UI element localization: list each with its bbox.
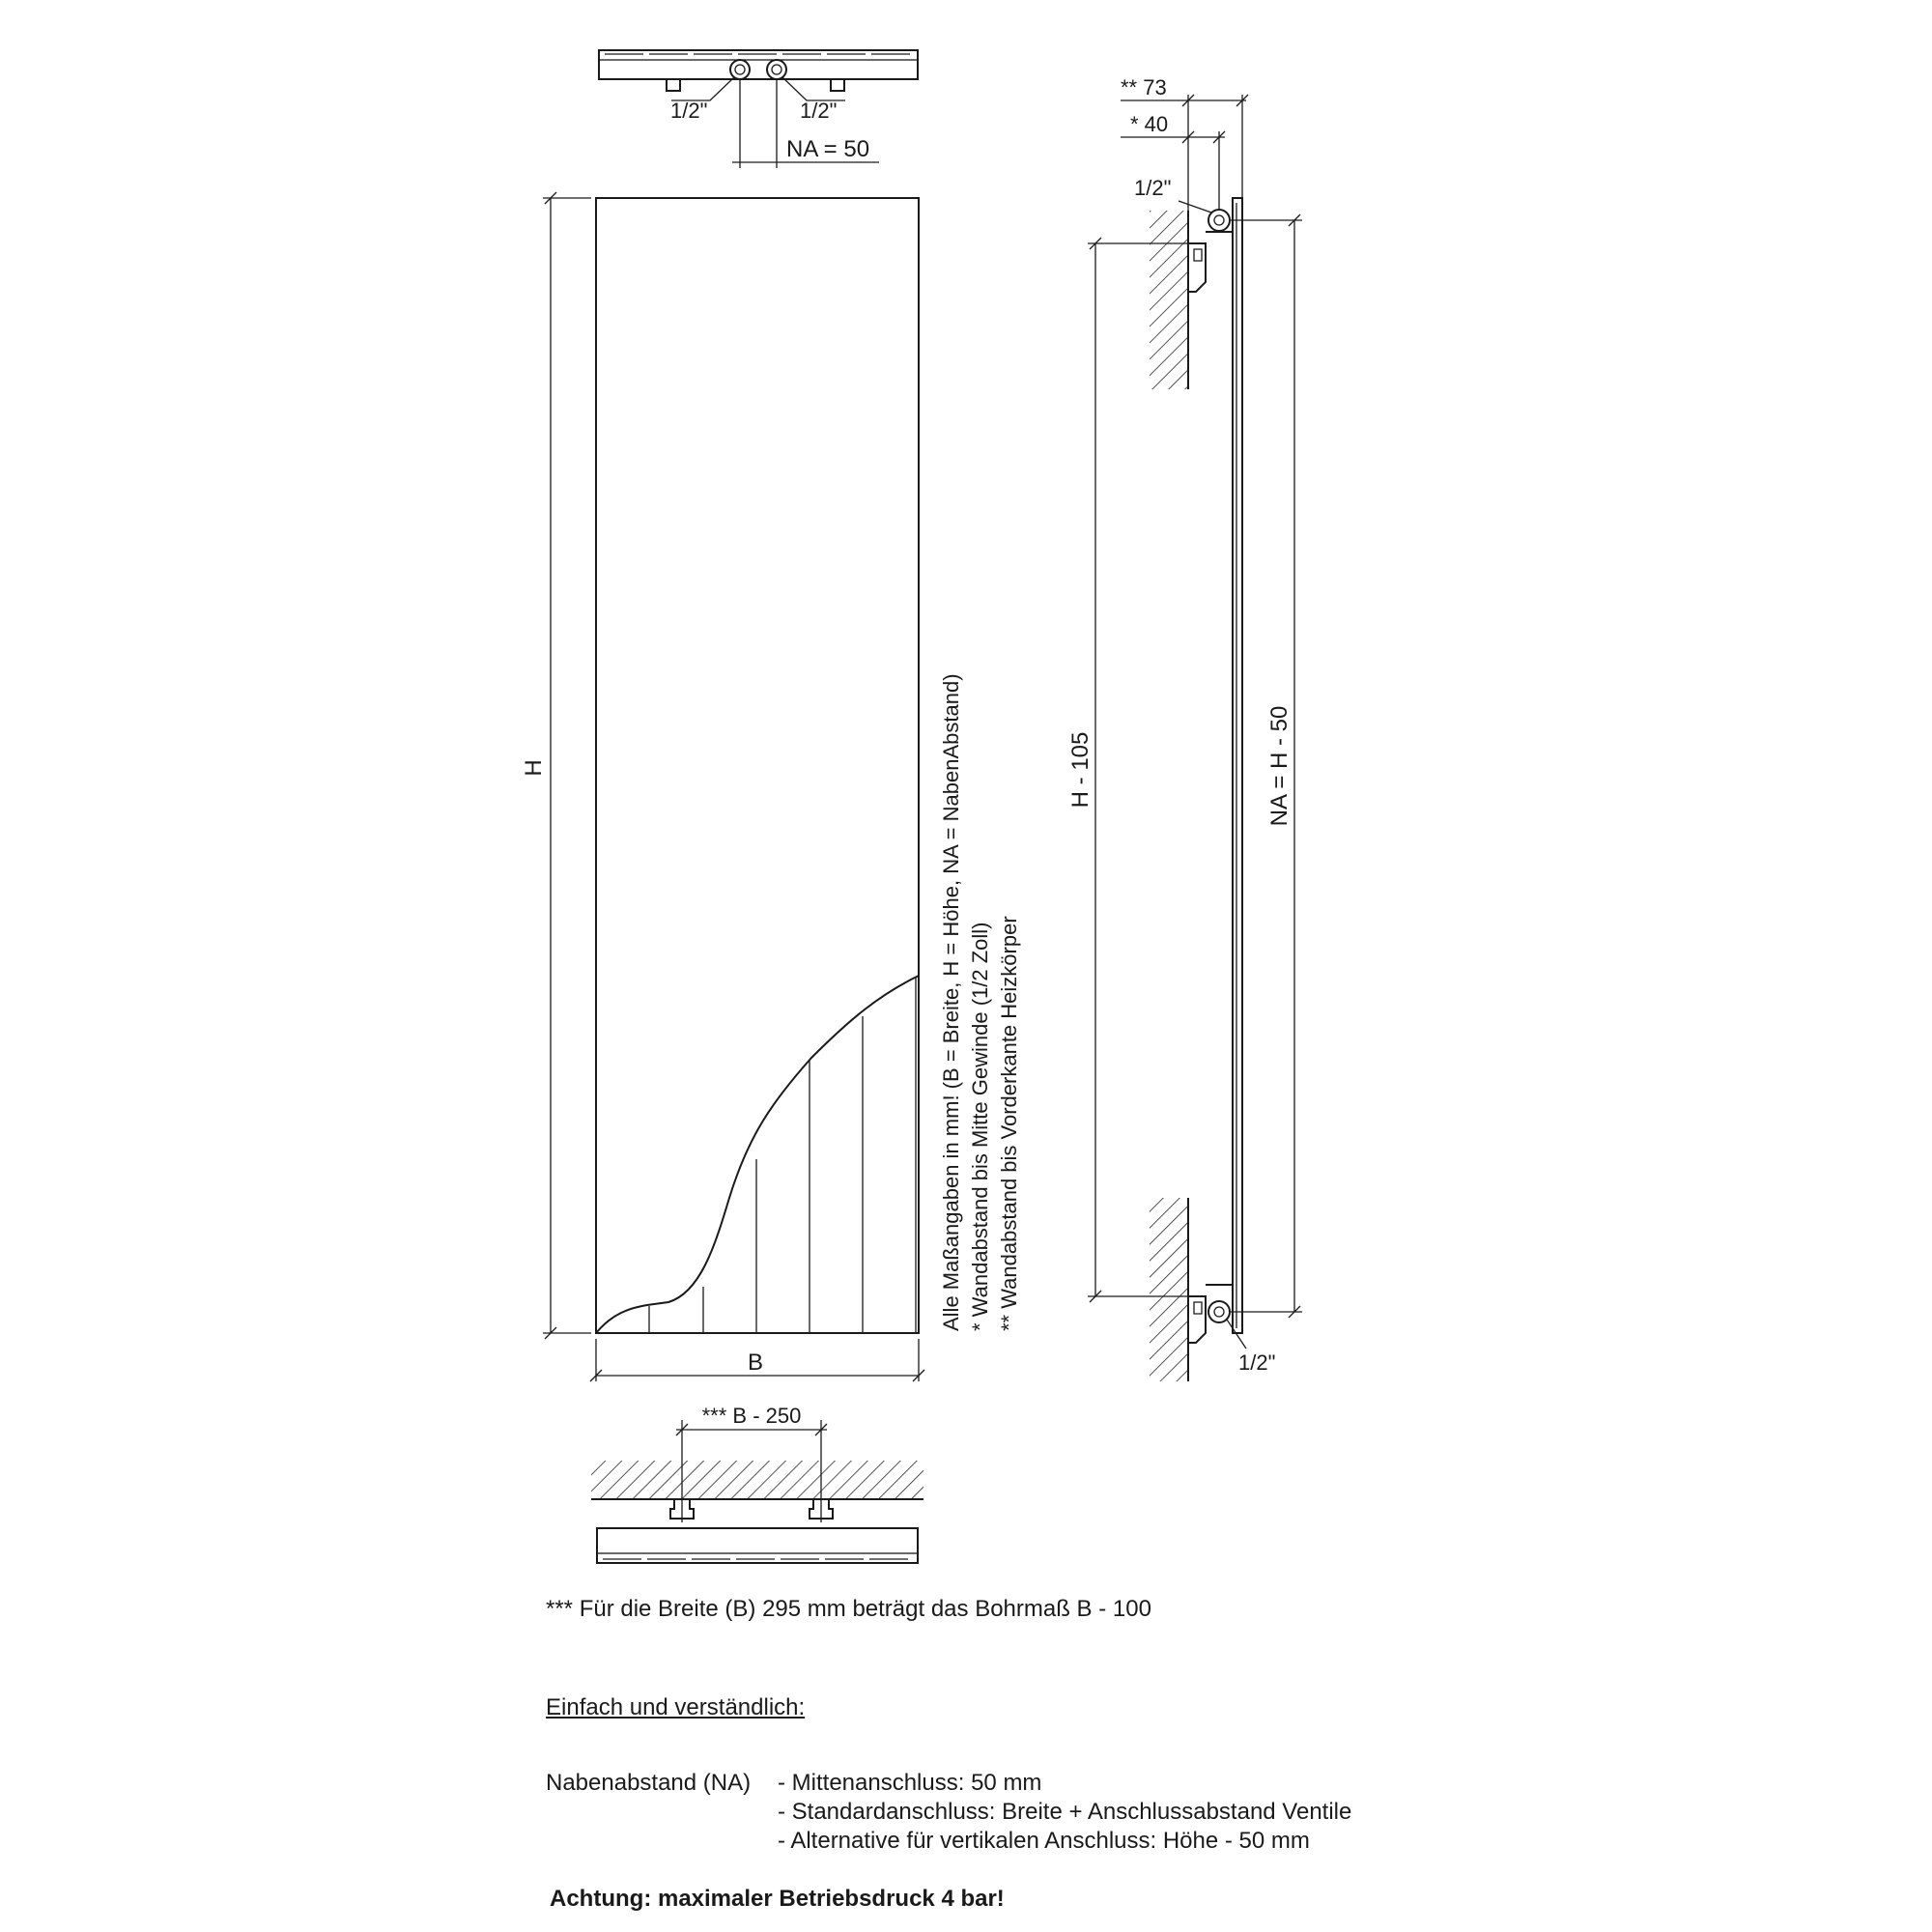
top-view [599, 50, 918, 168]
vertical-note-line-2: * Wandabstand bis Mitte Gewinde (1/2 Zoll) [968, 922, 992, 1331]
dim-thread-center-label: * 40 [1130, 112, 1169, 136]
side-connection-top-label: 1/2" [1134, 176, 1172, 200]
na-item: - Alternative für vertikalen Anschluss: Höhe - 50 mm [778, 1828, 1310, 1854]
connection-left-symbol [730, 60, 750, 79]
side-connection-bottom-label: 1/2" [1238, 1350, 1276, 1375]
top-na-label: NA = 50 [786, 136, 870, 162]
na-vertical-label: NA = H - 50 [1266, 705, 1293, 827]
notes-heading: Einfach und verständlich: [546, 1694, 806, 1720]
connection-right-symbol [767, 60, 786, 79]
bottom-view [591, 1404, 923, 1563]
drill-distance-label: *** B - 250 [701, 1404, 802, 1428]
width-label: B [747, 1350, 764, 1376]
dimension-bracket-distance [1067, 238, 1188, 1302]
side-connection-top-symbol [1208, 210, 1230, 231]
bracket-distance-label: H - 105 [1067, 731, 1094, 809]
pressure-warning: Achtung: maximaler Betriebsdruck 4 bar! [550, 1886, 1005, 1912]
width-dimension [590, 1339, 924, 1381]
dim-front-edge-label: ** 73 [1121, 75, 1167, 99]
vertical-note-line-1: Alle Maßangaben in mm! (B = Breite, H = Höhe, NA = NabenAbstand) [939, 673, 963, 1331]
radiator-side-profile [1233, 198, 1242, 1333]
na-item: - Mittenanschluss: 50 mm [778, 1770, 1042, 1796]
cutaway-tubes [649, 978, 916, 1333]
height-dimension [521, 192, 591, 1339]
side-connection-bottom-symbol [1208, 1301, 1230, 1322]
top-connection-left-label: 1/2" [670, 99, 708, 123]
height-label: H [521, 759, 547, 777]
bottom-bracket [1188, 1285, 1233, 1343]
wall-top [1150, 211, 1188, 389]
footnote: *** Für die Breite (B) 295 mm beträgt das Bohrmaß B - 100 [546, 1596, 1151, 1622]
na-label: Nabenabstand (NA) [546, 1770, 752, 1796]
top-connection-right-label: 1/2" [800, 99, 838, 123]
vertical-notes [939, 673, 1021, 1331]
radiator-front-outline [596, 198, 919, 1333]
front-view [521, 192, 924, 1381]
wall-bottom-view [591, 1461, 923, 1499]
vertical-note-line-3: ** Wandabstand bis Vorderkante Heizkörper [997, 916, 1021, 1331]
side-view [1067, 75, 1302, 1381]
wall-bottom [1150, 1198, 1188, 1381]
cutaway-curve [596, 976, 919, 1333]
na-item: - Standardanschluss: Breite + Anschlussabstand Ventile [778, 1799, 1352, 1825]
top-bracket [1188, 232, 1233, 292]
